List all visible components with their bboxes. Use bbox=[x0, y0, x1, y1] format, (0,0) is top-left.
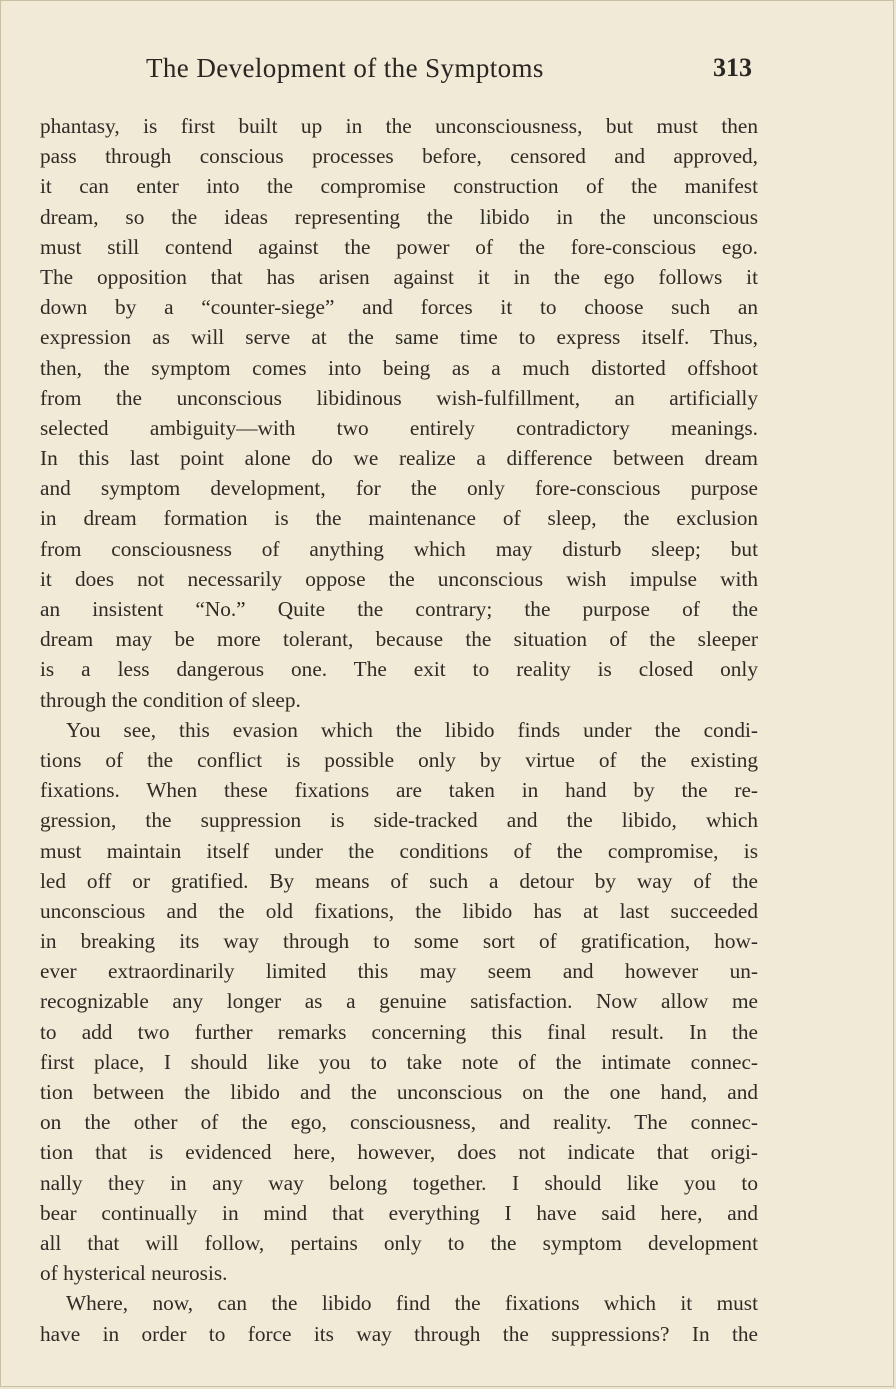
text-line: from consciousness of anything which may disturb sleep; but bbox=[40, 536, 758, 561]
text-line: selected ambiguity—with two entirely contradictory meanings. bbox=[40, 415, 758, 440]
text-line: have in order to force its way through the suppressions? In the bbox=[40, 1321, 758, 1346]
text-line: an insistent “No.” Quite the contrary; the purpose of the bbox=[40, 597, 758, 621]
text-line: recognizable any longer as a genuine satisfaction. Now allow me bbox=[40, 989, 758, 1014]
text-line: unconscious and the old fixations, the libido has at last succeeded bbox=[40, 898, 758, 923]
running-title: The Development of the Symptoms bbox=[146, 53, 544, 83]
text-line: must maintain itself under the conditions of the compromise, is bbox=[40, 838, 758, 863]
text-line: all that will follow, pertains only to the symptom development bbox=[40, 1230, 758, 1255]
text-line: tion between the libido and the unconscious on the one hand, and bbox=[40, 1080, 758, 1104]
text-line: it does not necessarily oppose the unconscious wish impulse with bbox=[40, 566, 758, 591]
text-line: to add two further remarks concerning this final result. In the bbox=[40, 1019, 758, 1044]
page-number: 313 bbox=[713, 53, 752, 82]
text-line: Where, now, can the libido find the fixations which it must bbox=[66, 1291, 758, 1316]
text-line: and symptom development, for the only fore-conscious purpose bbox=[40, 476, 758, 501]
body-text bbox=[40, 111, 758, 1349]
text-line: pass through conscious processes before, censored and approved, bbox=[40, 144, 758, 169]
text-line: from the unconscious libidinous wish-fulfillment, an artificially bbox=[40, 385, 758, 410]
text-line: then, the symptom comes into being as a much distorted offshoot bbox=[40, 355, 758, 380]
text-line: fixations. When these fixations are taken in hand by the re- bbox=[40, 778, 758, 803]
text-line: In this last point alone do we realize a difference between dream bbox=[40, 446, 758, 471]
text-line: through the condition of sleep. bbox=[40, 687, 301, 712]
text-line: The opposition that has arisen against it in the ego follows it bbox=[40, 264, 758, 289]
text-line: nally they in any way belong together. I should like you to bbox=[40, 1170, 758, 1195]
text-line: phantasy, is first built up in the unconsciousness, but must then bbox=[40, 114, 758, 138]
text-line: down by a “counter-siege” and forces it to choose such an bbox=[40, 295, 758, 320]
paragraph bbox=[40, 1288, 758, 1348]
paragraph bbox=[40, 715, 758, 1289]
text-line: dream may be more tolerant, because the situation of the sleeper bbox=[40, 627, 758, 652]
text-line: on the other of the ego, consciousness, and reality. The connec- bbox=[40, 1110, 758, 1135]
text-line: bear continually in mind that everything I have said here, and bbox=[40, 1200, 758, 1225]
text-line: of hysterical neurosis. bbox=[40, 1261, 228, 1286]
text-line: You see, this evasion which the libido finds under the condi- bbox=[66, 717, 758, 742]
running-head bbox=[146, 53, 752, 89]
text-line: in dream formation is the maintenance of sleep, the exclusion bbox=[40, 506, 758, 531]
text-line: expression as will serve at the same time to express itself. Thus, bbox=[40, 325, 758, 350]
text-line: in breaking its way through to some sort of gratification, how- bbox=[40, 929, 758, 954]
text-line: first place, I should like you to take note of the intimate connec- bbox=[40, 1049, 758, 1074]
text-line: dream, so the ideas representing the libido in the unconscious bbox=[40, 204, 758, 229]
text-line: led off or gratified. By means of such a detour by way of the bbox=[40, 868, 758, 893]
text-line: tions of the conflict is possible only by virtue of the existing bbox=[40, 747, 758, 772]
text-line: it can enter into the compromise construction of the manifest bbox=[40, 174, 758, 199]
text-line: must still contend against the power of the fore-conscious ego. bbox=[40, 234, 758, 259]
text-line: is a less dangerous one. The exit to reality is closed only bbox=[40, 657, 758, 682]
text-line: ever extraordinarily limited this may seem and however un- bbox=[40, 959, 758, 984]
text-line: tion that is evidenced here, however, does not indicate that origi- bbox=[40, 1140, 758, 1165]
paragraph bbox=[40, 111, 758, 715]
text-line: gression, the suppression is side-tracked and the libido, which bbox=[40, 808, 758, 833]
